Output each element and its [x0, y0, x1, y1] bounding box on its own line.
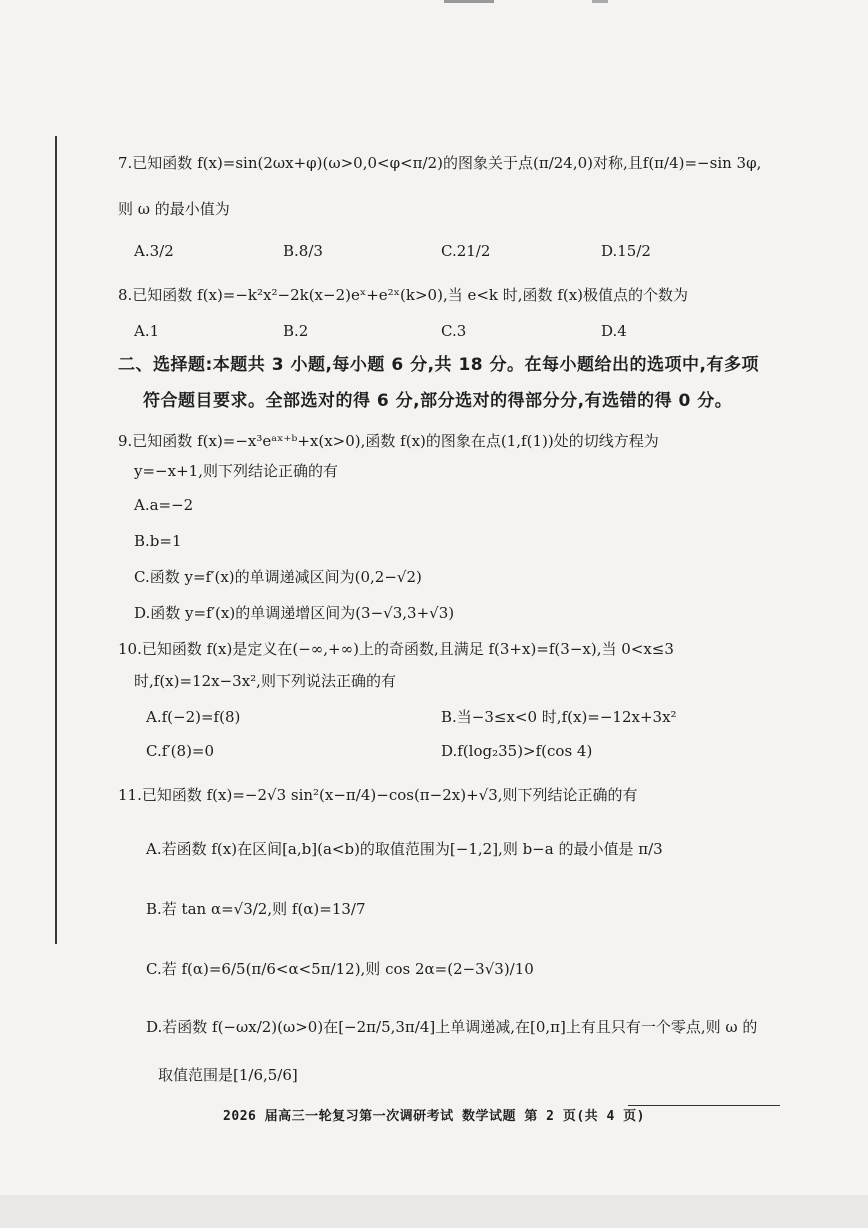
q8-option-d: D.4: [601, 322, 627, 340]
q7-continuation: 则 ω 的最小值为: [118, 200, 230, 218]
page-footer: 2026 届高三一轮复习第一次调研考试 数学试题 第 2 页(共 4 页): [223, 1109, 645, 1124]
q10-option-c: C.f′(8)=0: [146, 742, 215, 760]
scan-mark: [592, 0, 608, 3]
q10-stem: 10.已知函数 f(x)是定义在(−∞,+∞)上的奇函数,且满足 f(3+x)=f(3−x),当 0<x≤3: [118, 640, 674, 658]
q9-option-b: B.b=1: [134, 532, 182, 550]
q8-option-b: B.2: [283, 322, 309, 340]
q11-option-a: A.若函数 f(x)在区间[a,b](a<b)的取值范围为[−1,2],则 b−a 的最小值是 π/3: [146, 840, 663, 858]
q11-stem: 11.已知函数 f(x)=−2√3 sin²(x−π/4)−cos(π−2x)+√3,则下列结论正确的有: [118, 786, 638, 804]
q7-option-d: D.15/2: [601, 242, 651, 260]
q7-stem: 7.已知函数 f(x)=sin(2ωx+φ)(ω>0,0<φ<π/2)的图象关于点(π/24,0)对称,且f(π/4)=−sin 3φ,: [118, 154, 762, 172]
q10-option-a: A.f(−2)=f(8): [146, 708, 241, 726]
q10-option-d: D.f(log₂35)>f(cos 4): [441, 742, 593, 760]
scan-edge: [0, 1195, 868, 1228]
q9-continuation: y=−x+1,则下列结论正确的有: [134, 462, 338, 480]
q8-option-c: C.3: [441, 322, 467, 340]
q11-option-d-continuation: 取值范围是[1/6,5/6]: [158, 1066, 298, 1084]
q7-option-b: B.8/3: [283, 242, 323, 260]
q11-option-b: B.若 tan α=√3/2,则 f(α)=13/7: [146, 900, 366, 918]
scan-mark: [444, 0, 494, 3]
q8-option-a: A.1: [134, 322, 160, 340]
q9-stem: 9.已知函数 f(x)=−x³eᵃˣ⁺ᵇ+x(x>0),函数 f(x)的图象在点(1,f(1))处的切线方程为: [118, 432, 659, 450]
q8-stem: 8.已知函数 f(x)=−k²x²−2k(x−2)eˣ+e²ˣ(k>0),当 e<k 时,函数 f(x)极值点的个数为: [118, 286, 689, 304]
q7-option-c: C.21/2: [441, 242, 491, 260]
q10-continuation: 时,f(x)=12x−3x²,则下列说法正确的有: [134, 672, 396, 690]
binding-line: [55, 136, 57, 944]
q9-option-a: A.a=−2: [134, 496, 194, 514]
q9-option-c: C.函数 y=f′(x)的单调递减区间为(0,2−√2): [134, 568, 422, 586]
q10-option-b: B.当−3≤x<0 时,f(x)=−12x+3x²: [441, 708, 677, 726]
section-instructions: 符合题目要求。全部选对的得 6 分,部分选对的得部分分,有选错的得 0 分。: [143, 391, 733, 411]
q9-option-d: D.函数 y=f′(x)的单调递增区间为(3−√3,3+√3): [134, 604, 455, 622]
q11-option-d: D.若函数 f(−ωx/2)(ω>0)在[−2π/5,3π/4]上单调递减,在[0,π]上有且只有一个零点,则 ω 的: [146, 1018, 758, 1036]
q7-option-a: A.3/2: [134, 242, 174, 260]
section-heading: 二、选择题:本题共 3 小题,每小题 6 分,共 18 分。在每小题给出的选项中,有多项: [118, 355, 759, 375]
q11-option-c: C.若 f(α)=6/5(π/6<α<5π/12),则 cos 2α=(2−3√3)/10: [146, 960, 534, 978]
